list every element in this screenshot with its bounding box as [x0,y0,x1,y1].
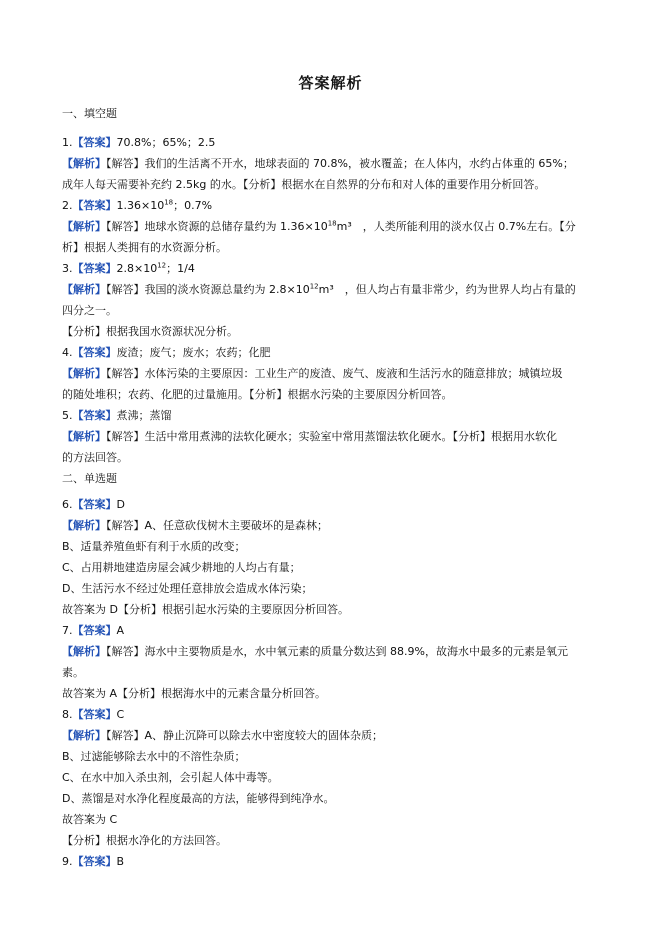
answer-tag: 【答案】 [72,624,117,637]
text-line [62,304,602,318]
answer-tag: 【答案】 [72,262,117,275]
line-text: 【分析】根据我国水资源状况分析。 [62,325,238,338]
line-text: 煮沸；蒸馏 [116,409,172,422]
question-number: 8. [62,708,73,721]
analysis-line [62,157,602,171]
text-line [62,813,602,827]
answer-line [62,262,602,276]
line-text: 析】根据人类拥有的水资源分析。 [62,241,227,254]
text-line [62,750,602,764]
line-text: 【解答】A、静止沉降可以除去水中密度较大的固体杂质； [106,729,384,742]
line-text: 2.8×10 [116,262,158,275]
question-number: 5. [62,409,73,422]
line-text: 【解答】地球水资源的总储存量约为 1.36×10 [106,220,328,233]
superscript: 12 [309,283,319,291]
text-line [62,540,602,554]
answer-tag: 【答案】 [72,199,117,212]
line-text: D、生活污水不经过处理任意排放会造成水体污染； [62,582,313,595]
line-text: 70.8%；65%；2.5 [116,136,216,149]
line-text-after: ；1/4 [166,262,195,275]
question-number: 1. [62,136,73,149]
text-line [62,451,602,465]
superscript: 18 [164,199,174,207]
line-text: 【解答】生活中常用煮沸的法软化硬水；实验室中常用蒸馏法软化硬水。【分析】根据用水软化 [106,430,557,443]
line-text: 故答案为 D【分析】根据引起水污染的主要原因分析回答。 [62,603,349,616]
answer-tag: 【答案】 [72,498,117,511]
superscript: 12 [157,262,167,270]
question-number: 2. [62,199,73,212]
question-number: 6. [62,498,73,511]
line-text: 【分析】根据水净化的方法回答。 [62,834,227,847]
answer-tag: 【答案】 [72,346,117,359]
text-line [62,325,602,339]
line-text-after: m³ ，人类所能利用的淡水仅占 0.7%左右。【分 [336,220,576,233]
answer-line [62,136,602,150]
text-line [62,687,602,701]
text-line [62,834,602,848]
line-text: 素。 [62,666,84,679]
line-text: 【解答】水体污染的主要原因：工业生产的废渣、废气、废液和生活污水的随意排放；城镇垃圾 [106,367,563,380]
analysis-line [62,729,602,743]
answer-line [62,498,602,512]
line-text-after: ；0.7% [173,199,213,212]
line-text: C [116,708,125,721]
line-text: C、占用耕地建造房屋会减少耕地的人均占有量； [62,561,301,574]
analysis-tag: 【解析】 [62,157,106,170]
line-text: 一、填空题 [62,107,117,120]
line-text: 【解答】我们的生活离不开水，地球表面的 70.8%，被水覆盖；在人体内，水约占体重的 65%； [106,157,574,170]
line-text: A [116,624,125,637]
answer-tag: 【答案】 [72,409,117,422]
answer-line [62,855,602,869]
text-line [62,792,602,806]
text-line [62,241,602,255]
line-text: B [116,855,125,868]
line-text: 故答案为 A【分析】根据海水中的元素含量分析回答。 [62,687,327,700]
question-number: 9. [62,855,73,868]
question-number: 3. [62,262,73,275]
answer-line [62,409,602,423]
analysis-line [62,519,602,533]
answer-tag: 【答案】 [72,136,117,149]
line-text: 四分之一。 [62,304,117,317]
line-text: B、适量养殖鱼虾有利于水质的改变； [62,540,246,553]
text-line [62,178,602,192]
text-line [62,582,602,596]
text-line [62,666,602,680]
page-title: 答案解析 [298,74,363,92]
analysis-tag: 【解析】 [62,729,106,742]
line-text: D、蒸馏是对水净化程度最高的方法，能够得到纯净水。 [62,792,335,805]
line-text: 1.36×10 [116,199,165,212]
line-text: C、在水中加入杀虫剂，会引起人体中毒等。 [62,771,279,784]
answer-tag: 【答案】 [72,708,117,721]
analysis-tag: 【解析】 [62,430,106,443]
analysis-line [62,220,602,234]
answer-line [62,199,602,213]
analysis-tag: 【解析】 [62,283,106,296]
line-text: D [116,498,125,511]
analysis-tag: 【解析】 [62,220,106,233]
line-text: 【解答】我国的淡水资源总量约为 2.8×10 [106,283,310,296]
answer-line [62,624,602,638]
text-line [62,472,602,486]
line-text: 二、单选题 [62,472,117,485]
analysis-line [62,430,602,444]
text-line [62,107,602,121]
line-text: 故答案为 C [62,813,118,826]
text-line [62,561,602,575]
analysis-line [62,645,602,659]
line-text: 的随处堆积；农药、化肥的过量施用。【分析】根据水污染的主要原因分析回答。 [62,388,453,401]
answer-tag: 【答案】 [72,855,117,868]
line-text-after: m³ ，但人均占有量非常少，约为世界人均占有量的 [318,283,576,296]
answer-line [62,708,602,722]
question-number: 7. [62,624,73,637]
line-text: 的方法回答。 [62,451,128,464]
line-text: 【解答】海水中主要物质是水，水中氧元素的质量分数达到 88.9%，故海水中最多的元素是氧元 [106,645,568,658]
superscript: 18 [327,220,337,228]
answer-line [62,346,602,360]
text-line [62,771,602,785]
analysis-tag: 【解析】 [62,519,106,532]
text-line [62,388,602,402]
line-text: 成年人每天需要补充约 2.5kg 的水。【分析】根据水在自然界的分布和对人体的重要作用分析回答。 [62,178,546,191]
line-text: 【解答】A、任意砍伐树木主要破坏的是森林； [106,519,329,532]
line-text: B、过滤能够除去水中的不溶性杂质； [62,750,246,763]
analysis-line [62,283,602,297]
text-line [62,603,602,617]
question-number: 4. [62,346,73,359]
analysis-tag: 【解析】 [62,367,106,380]
analysis-tag: 【解析】 [62,645,106,658]
line-text: 废渣；废气；废水；农药；化肥 [116,346,271,359]
analysis-line [62,367,602,381]
